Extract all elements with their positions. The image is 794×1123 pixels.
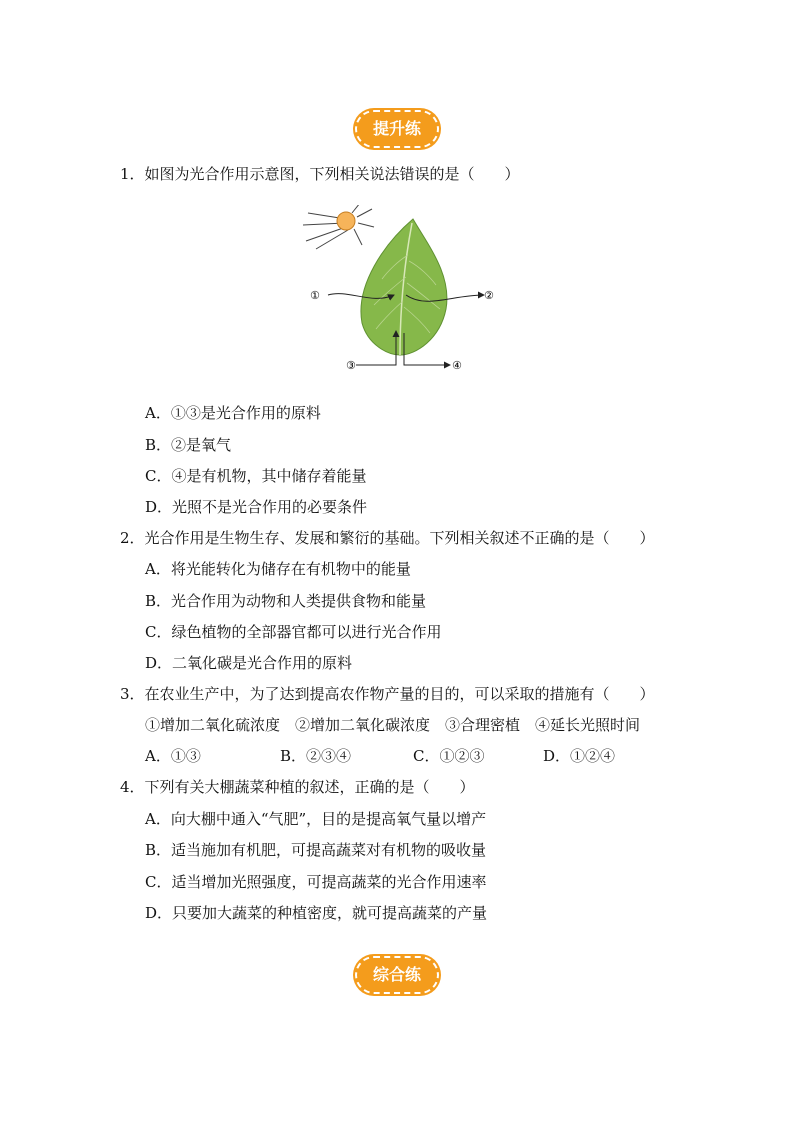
question-4-stem: 4．下列有关大棚蔬菜种植的叙述，正确的是（ ） [120,778,475,796]
q2-option-c: C．绿色植物的全部器官都可以进行光合作用 [145,623,442,641]
q4-option-d: D．只要加大蔬菜的种植密度，就可提高蔬菜的产量 [145,904,488,922]
q2-option-b: B．光合作用为动物和人类提供食物和能量 [145,592,427,610]
q1-option-d: D．光照不是光合作用的必要条件 [145,498,368,516]
q2-option-a: A．将光能转化为储存在有机物中的能量 [145,560,411,578]
q1-option-b: B．②是氧气 [145,436,232,454]
q1-option-c: C．④是有机物，其中储存着能量 [145,467,367,485]
question-3-stem: 3．在农业生产中，为了达到提高农作物产量的目的，可以采取的措施有（ ） [120,685,655,703]
label-4: ④ [452,359,462,372]
sun-icon [303,205,374,249]
section-badge-improve: 提升练 [355,110,439,148]
q1-option-a: A．①③是光合作用的原料 [145,404,321,422]
q4-option-a: A．向大棚中通入“气肥”，目的是提高氧气量以增产 [145,810,487,828]
q3-option-b: B．②③④ [280,747,352,765]
q4-option-b: B．适当施加有机肥，可提高蔬菜对有机物的吸收量 [145,841,487,859]
question-2-stem: 2．光合作用是生物生存、发展和繁衍的基础。下列相关叙述不正确的是（ ） [120,529,655,547]
label-2: ② [484,289,494,302]
section-badge-comprehensive: 综合练 [355,956,439,994]
q2-option-d: D．二氧化碳是光合作用的原料 [145,654,353,672]
label-1: ① [310,289,320,302]
q3-option-c: C．①②③ [413,747,485,765]
label-3: ③ [346,359,356,372]
q3-option-a: A．①③ [145,747,201,765]
q3-measures: ①增加二氧化硫浓度 ②增加二氧化碳浓度 ③合理密植 ④延长光照时间 [145,716,641,734]
q4-option-c: C．适当增加光照强度，可提高蔬菜的光合作用速率 [145,873,487,891]
question-1-stem: 1．如图为光合作用示意图，下列相关说法错误的是（ ） [120,165,520,183]
q3-option-d: D．①②④ [543,747,616,765]
photosynthesis-figure [300,205,500,380]
